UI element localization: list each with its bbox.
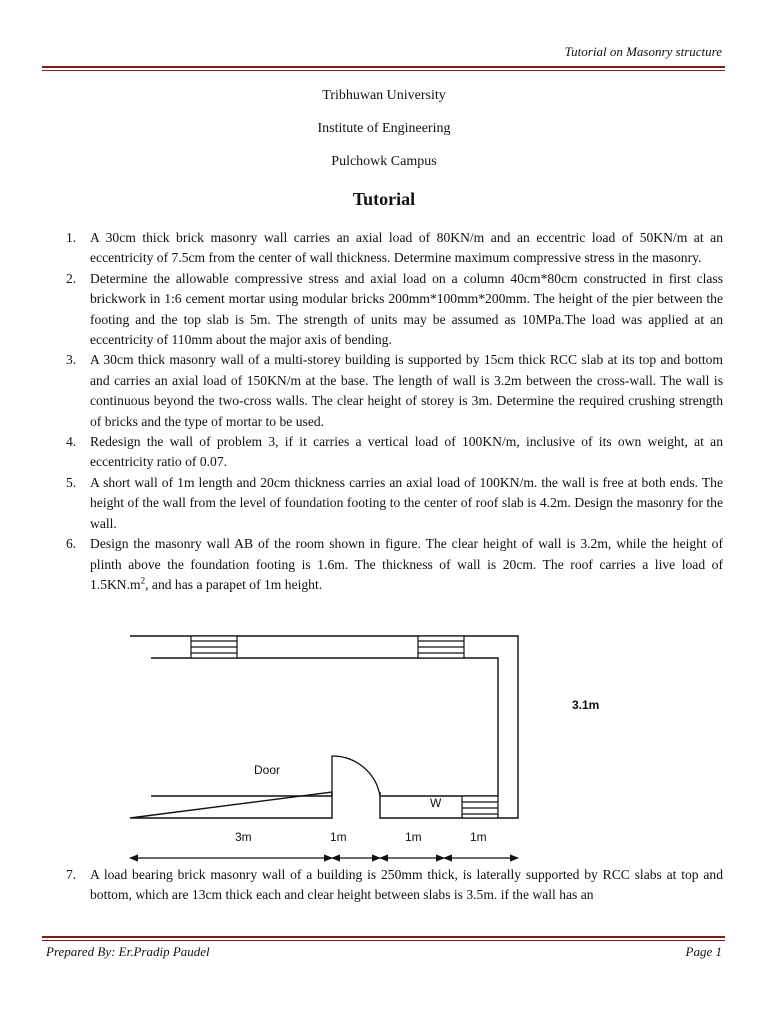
footer-rule xyxy=(42,936,725,938)
problem-text: Design the masonry wall AB of the room shown in figure. The clear height of wall is 3.2m, while the height of plinth above the foundation footing is 1.6m. The thickness of wall is 20cm. The roof carries a live load of 1.5KN.m xyxy=(90,536,723,592)
problem-item xyxy=(42,534,723,595)
problem-text: A short wall of 1m length and 20cm thickness carries an axial load of 100KN/m. the wall is free at both ends. The height of the wall from the level of foundation footing to the center of roof slab is 4.2m. Design the masonry for the wall. xyxy=(90,474,723,531)
problem-text: Determine the allowable compressive stress and axial load on a column 40cm*80cm constructed in first class brickwork in 1:6 cement mortar using modular bricks 200mm*100mm*200mm. The height of the pier between the footing and the top slab is 5m. The strength of units may be assumed as 10MPa.The load was applied at an eccentricity of 110mm about the major axis of bending. xyxy=(90,270,723,348)
door-swing xyxy=(332,756,380,796)
campus-name: Pulchowk Campus xyxy=(331,154,437,169)
outer-wall xyxy=(130,636,518,818)
problem-number: 7. xyxy=(66,867,77,882)
problem-item xyxy=(42,228,723,269)
dim-label-3m: 3m xyxy=(235,830,252,844)
inner-wall xyxy=(151,658,498,796)
problem-number: 5. xyxy=(66,474,77,490)
dim-label-1m: 1m xyxy=(405,830,422,844)
problem-number: 4. xyxy=(66,434,77,450)
dim-label-1m: 1m xyxy=(470,830,487,844)
superscript: 2 xyxy=(140,575,146,586)
problem-item xyxy=(42,473,723,534)
window-top-left xyxy=(191,636,237,658)
problem-item xyxy=(42,432,723,473)
problem-number: 1. xyxy=(66,230,77,245)
dim-label-1m: 1m xyxy=(330,830,347,844)
room-plan-figure xyxy=(120,628,600,873)
problem-item xyxy=(42,350,723,432)
problem-text: Redesign the wall of problem 3, if it carries a vertical load of 100KN/m, inclusive of its own weight, at an eccentricity ratio of 0.07. xyxy=(90,434,723,470)
header-title: Tutorial on Masonry structure xyxy=(564,44,722,59)
page-number: Page 1 xyxy=(685,944,722,959)
institute-name: Institute of Engineering xyxy=(317,121,451,136)
door-label: Door xyxy=(254,763,281,777)
university-name: Tribhuwan University xyxy=(322,88,446,103)
problem-number: 3. xyxy=(66,352,77,368)
footer-rule-thin xyxy=(42,940,725,941)
prepared-by: Prepared By: Er.Pradip Paudel xyxy=(46,944,210,959)
header-rule-thin xyxy=(42,70,725,71)
problem-item xyxy=(42,269,723,351)
problem-text: A load bearing brick masonry wall of a building is 250mm thick, is laterally supported by RCC slabs at top and bottom, which are 13cm thick each and clear height between slabs is 3.5m. if the wall has an xyxy=(90,867,723,903)
problem-text-end: , and has a parapet of 1m height. xyxy=(145,576,323,592)
header-rule xyxy=(42,66,725,68)
problem-text: A 30cm thick brick masonry wall carries an axial load of 80KN/m and an eccentric load of 50KN/m at an eccentricity of 7.5cm from the center of wall thickness. Determine maximum compressive stress in the masonry. xyxy=(90,230,723,266)
height-label: 3.1m xyxy=(572,698,600,712)
page-title: Tutorial xyxy=(352,189,416,209)
problem-text: A 30cm thick masonry wall of a multi-storey building is supported by 15cm thick RCC slab at its top and bottom and carries an axial load of 150KN/m at the base. The length of wall is 3.2m between the cross-wall. The wall is continuous beyond the two-cross walls. The clear height of storey is 3m. Determine the required crushing strength of bricks and the type of mortar to be used. xyxy=(90,352,723,429)
window-w xyxy=(462,796,498,818)
problem-number: 2. xyxy=(66,270,77,286)
window-top-right xyxy=(418,636,464,658)
problem-number: 6. xyxy=(66,536,77,552)
window-label: W xyxy=(430,796,442,810)
